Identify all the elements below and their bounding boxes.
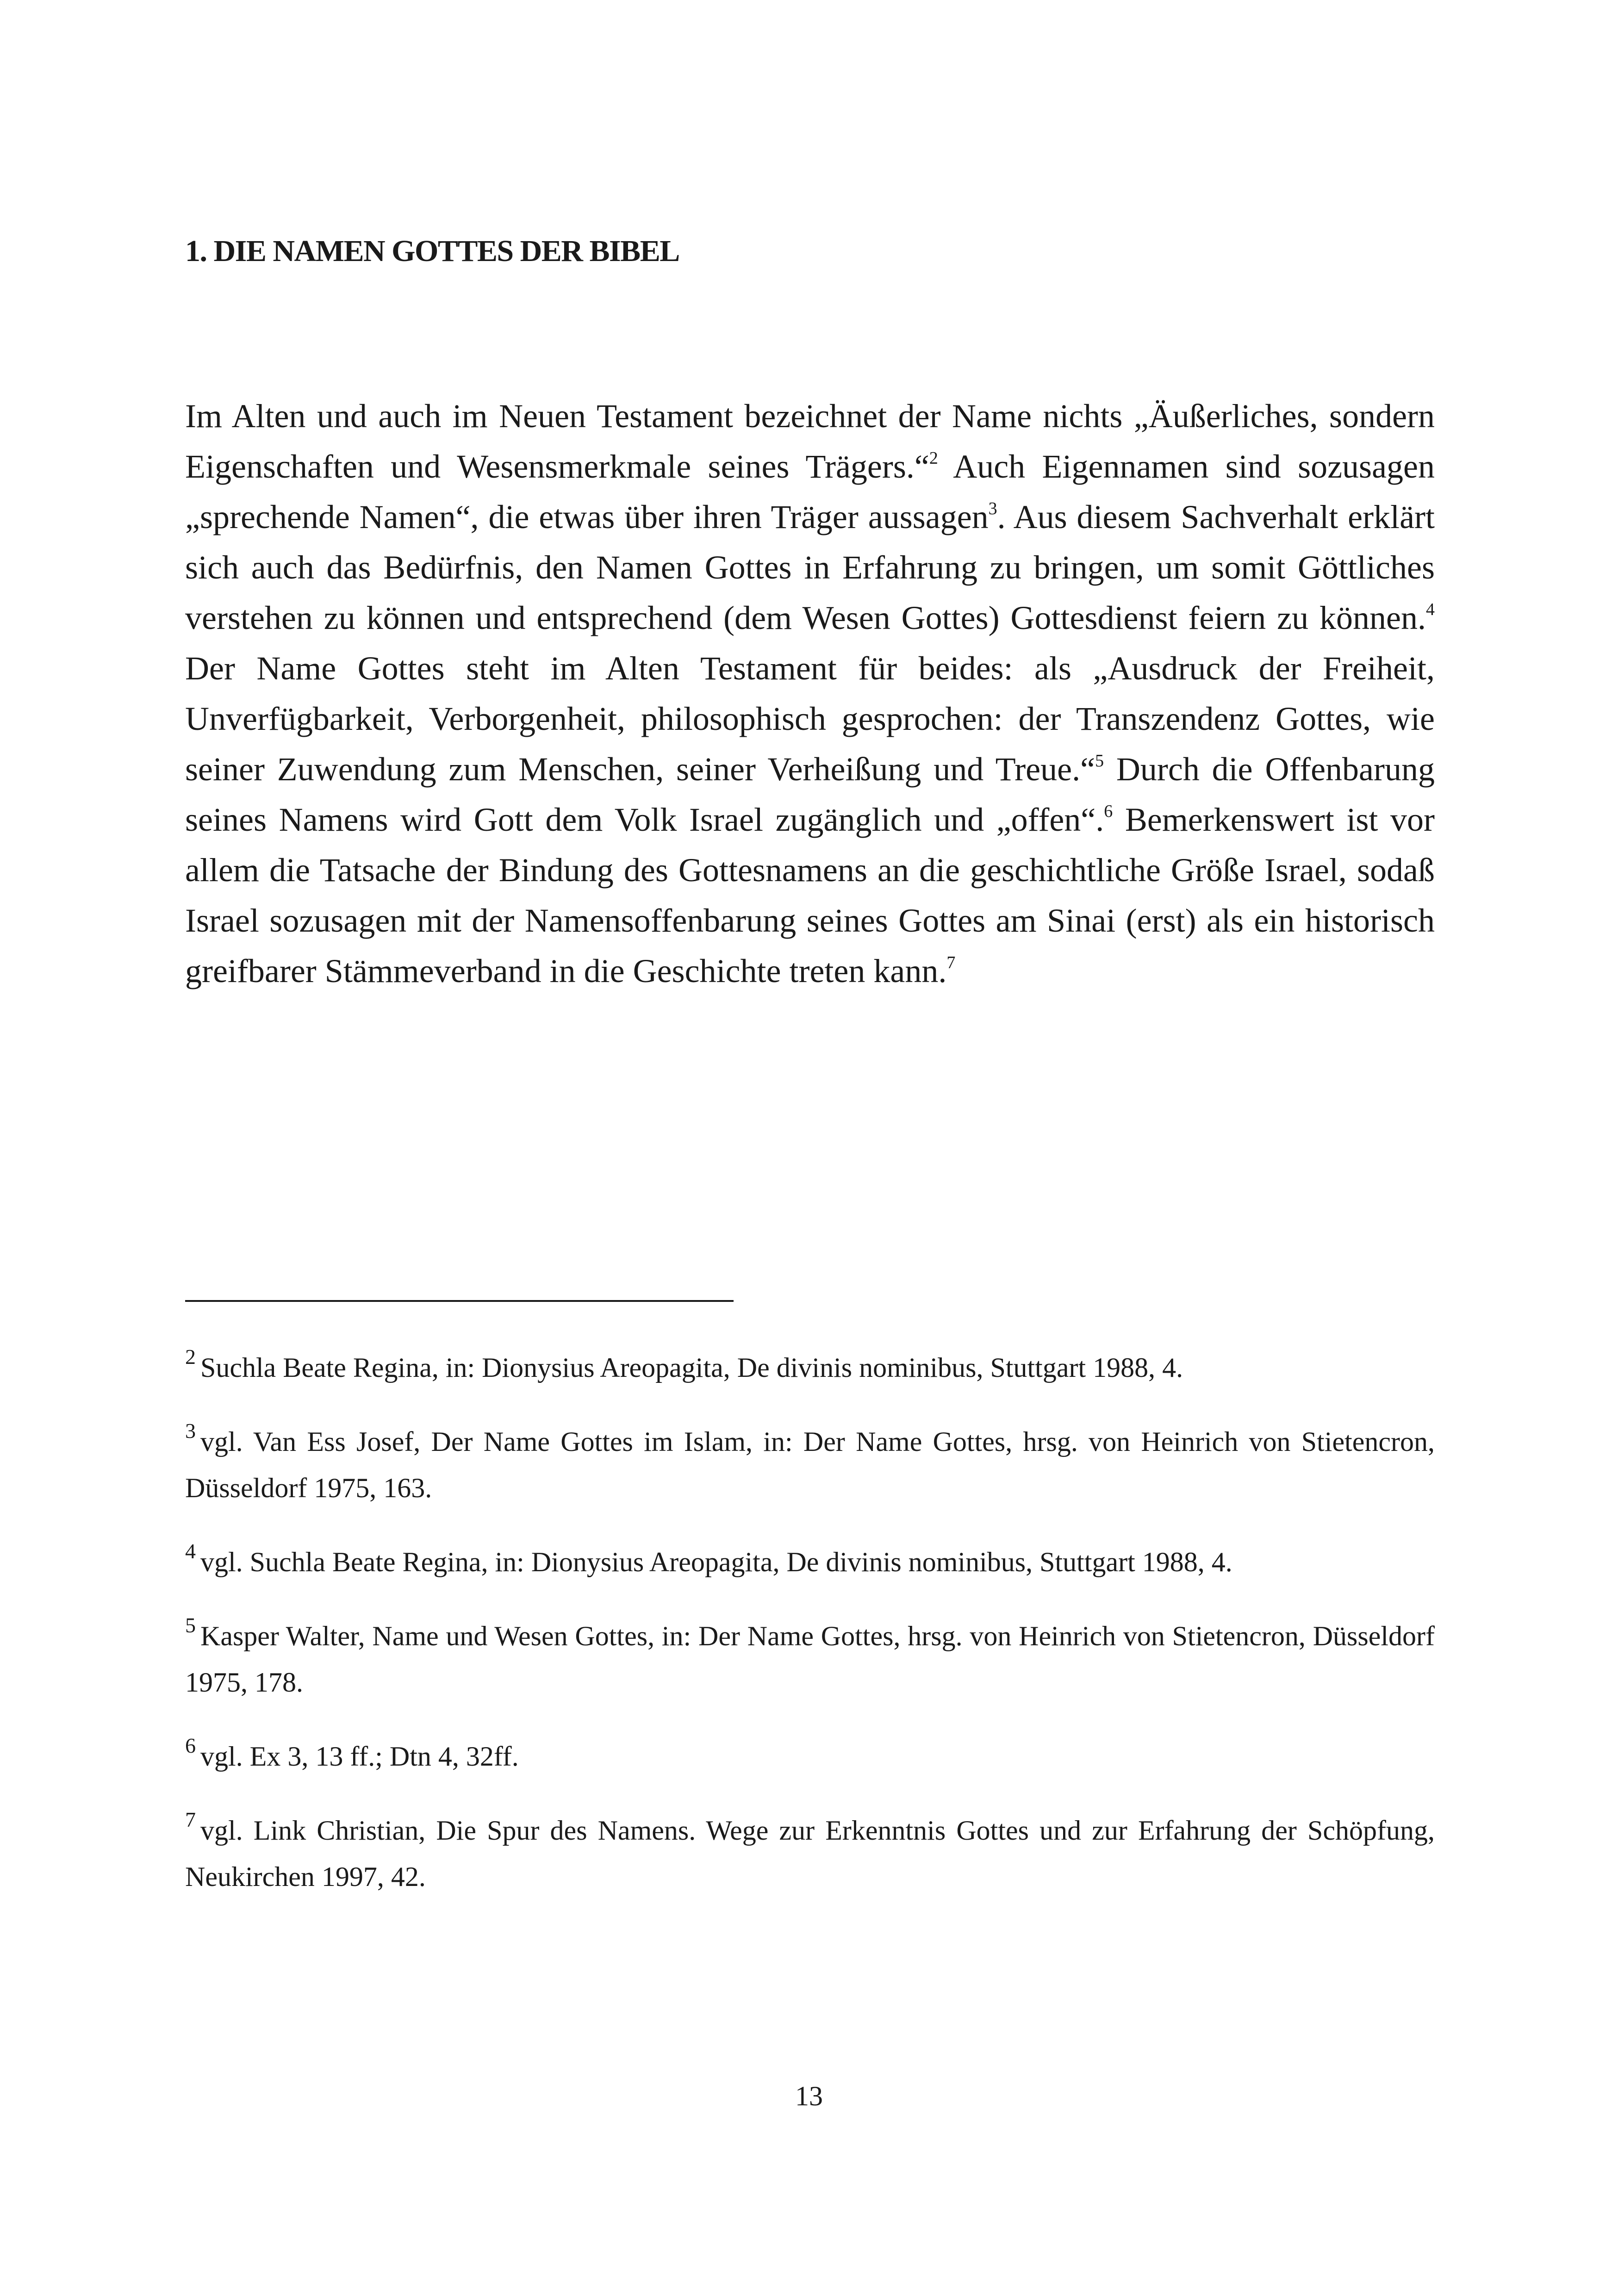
page-number: 13 xyxy=(795,2081,823,2111)
footnote-text: Kasper Walter, Name und Wesen Gottes, in: Der Name Gottes, hrsg. von Heinrich von Stietencron, Düsseldorf 1975, 178. xyxy=(185,1621,1435,1698)
footnote-text: vgl. Link Christian, Die Spur des Namens. Wege zur Erkenntnis Gottes und zur Erfahrung der Schöpfung, Neukirchen 1997, 42. xyxy=(185,1815,1435,1892)
section-heading: 1. DIE NAMEN GOTTES DER BIBEL xyxy=(185,234,679,268)
body-text-segment: . Aus diesem Sachverhalt erklärt sich auch das Bedürfnis, den Namen Gottes in Erfahrung zu bringen, um somit Göttliches verstehen zu können und entsprechend (dem Wesen Gottes) Gottesdienst feiern zu können. xyxy=(185,498,1435,636)
body-paragraph xyxy=(185,391,1435,996)
footnote xyxy=(185,1419,1435,1511)
footnote-reference[interactable]: 3 xyxy=(988,499,997,518)
footnote xyxy=(185,1807,1435,1900)
footnote xyxy=(185,1733,1435,1780)
body-text-segment: Bemerkenswert ist vor allem die Tatsache der Bindung des Gottesnamens an die geschichtliche Größe Israel, sodaß Israel sozusagen mit der Namensoffenbarung seines Gottes am Sinai (erst) als ein historisch greifbarer Stämmeverband in die Geschichte treten kann. xyxy=(185,801,1435,989)
footnote-reference[interactable]: 4 xyxy=(1426,600,1435,619)
body-text-segment: Im Alten und auch im Neuen Testament bezeichnet der Name nichts „Äußerliches, sondern Eigenschaften und Wesensmerkmale seines Trägers.“ xyxy=(185,398,1435,485)
body-text-segment: Der Name Gottes steht im Alten Testament für beides: als „Ausdruck der Freiheit, Unverfügbarkeit, Verborgenheit, philosophisch gesprochen: der Transzendenz Gottes, wie seiner Zuwendung zum Menschen, seiner Verheißung und Treue.“ xyxy=(185,650,1435,788)
footnote-text: vgl. Ex 3, 13 ff.; Dtn 4, 32ff. xyxy=(200,1741,519,1772)
footnote-number: 4 xyxy=(185,1539,196,1563)
footnote-number: 5 xyxy=(185,1613,196,1637)
footnotes-list xyxy=(185,1344,1435,1928)
footnote-number: 2 xyxy=(185,1345,196,1369)
footnote-text: vgl. Suchla Beate Regina, in: Dionysius Areopagita, De divinis nominibus, Stuttgart 1988, 4. xyxy=(200,1547,1232,1577)
footnote-number: 3 xyxy=(185,1419,196,1443)
footnote xyxy=(185,1539,1435,1585)
footnote-separator xyxy=(185,1300,734,1302)
footnote-reference[interactable]: 6 xyxy=(1104,802,1113,821)
body-text-segment: Auch Eigennamen sind sozusagen „sprechende Namen“, die etwas über ihren Träger aussagen xyxy=(185,448,1435,535)
footnote-reference[interactable]: 5 xyxy=(1095,751,1104,771)
footnote xyxy=(185,1613,1435,1705)
footnote-text: Suchla Beate Regina, in: Dionysius Areopagita, De divinis nominibus, Stuttgart 1988, 4. xyxy=(200,1352,1183,1383)
footnote-reference[interactable]: 7 xyxy=(946,953,956,972)
footnote-text: vgl. Van Ess Josef, Der Name Gottes im Islam, in: Der Name Gottes, hrsg. von Heinrich von Stietencron, Düsseldorf 1975, 163. xyxy=(185,1426,1435,1503)
footnote-reference[interactable]: 2 xyxy=(929,448,938,468)
footnote-number: 7 xyxy=(185,1808,196,1831)
footnote-number: 6 xyxy=(185,1734,196,1757)
body-text-segment: Durch die Offenbarung seines Namens wird Gott dem Volk Israel zugänglich und „offen“. xyxy=(185,751,1435,838)
footnote xyxy=(185,1344,1435,1391)
